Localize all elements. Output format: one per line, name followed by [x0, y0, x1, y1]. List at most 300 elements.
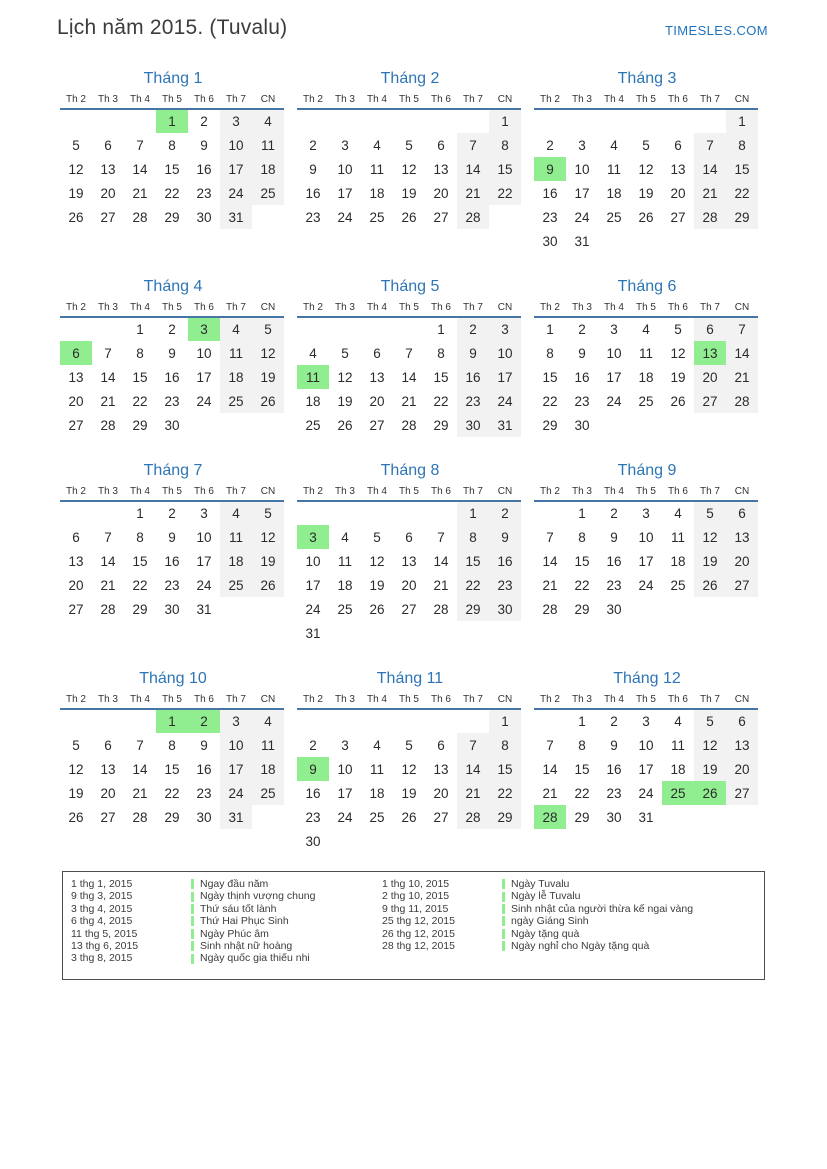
day-cell: 8 [168, 137, 176, 153]
day-cell: 22 [542, 393, 558, 409]
weekday-header: Th 6 [188, 486, 220, 501]
legend-date: 2 thg 10, 2015 [382, 890, 450, 903]
day-cell: 1 [457, 501, 489, 525]
day-cell: 17 [606, 369, 622, 385]
day-cell: 19 [401, 785, 417, 801]
day-cell: 28 [542, 601, 558, 617]
day-cell: 2 [489, 501, 521, 525]
day-cell: 24 [305, 601, 321, 617]
legend-label: Ngày lễ Tuvalu [511, 890, 581, 903]
empty-day-cell [566, 109, 598, 133]
day-cell: 10 [196, 345, 212, 361]
day-cell: 29 [164, 209, 180, 225]
legend-item [71, 903, 382, 915]
day-cell: 7 [457, 733, 489, 757]
day-cell: 21 [132, 185, 148, 201]
day-cell: 12 [68, 761, 84, 777]
day-cell: 16 [196, 761, 212, 777]
day-cell: 2 [610, 506, 618, 521]
month-table [297, 694, 521, 853]
day-cell: 31 [574, 233, 590, 249]
day-cell: 2 [610, 714, 618, 729]
day-cell: 3 [341, 737, 349, 753]
day-cell: 22 [574, 577, 590, 593]
day-cell: 26 [401, 209, 417, 225]
weekday-header: Th 6 [425, 694, 457, 709]
page-header [0, 0, 827, 40]
empty-day-cell [297, 109, 329, 133]
day-cell: 11 [337, 553, 352, 569]
month-table [534, 302, 758, 437]
day-cell: 25 [670, 577, 686, 593]
day-cell: 16 [164, 553, 180, 569]
day-cell: 28 [401, 417, 417, 433]
day-cell: 22 [132, 393, 148, 409]
day-cell: 24 [337, 209, 353, 225]
day-cell: 13 [726, 733, 758, 757]
empty-day-cell [60, 109, 92, 133]
empty-day-cell [662, 229, 694, 253]
day-cell: 21 [694, 181, 726, 205]
holiday-marker-icon [502, 892, 505, 902]
day-cell: 23 [457, 389, 489, 413]
day-cell: 23 [606, 577, 622, 593]
day-cell: 5 [341, 345, 349, 361]
empty-day-cell [598, 413, 630, 437]
month-12 [534, 670, 760, 853]
empty-day-cell [60, 501, 92, 525]
weekday-header: Th 4 [361, 694, 393, 709]
month-table [60, 694, 284, 829]
empty-day-cell [726, 805, 758, 829]
empty-day-cell [393, 621, 425, 645]
day-cell: 23 [305, 209, 321, 225]
weekday-header: CN [489, 94, 521, 109]
weekday-header: Th 3 [329, 302, 361, 317]
day-cell: 24 [638, 785, 654, 801]
weekday-header: Th 6 [425, 302, 457, 317]
day-cell: 21 [457, 781, 489, 805]
legend-date: 26 thg 12, 2015 [382, 927, 455, 940]
legend-item [382, 915, 756, 927]
legend-item [71, 952, 382, 964]
weekday-header: Th 7 [457, 302, 489, 317]
legend-item [382, 928, 756, 940]
empty-day-cell [329, 109, 361, 133]
day-cell: 25 [252, 181, 284, 205]
day-cell: 27 [726, 573, 758, 597]
day-cell: 27 [68, 417, 84, 433]
weekday-header: Th 3 [92, 486, 124, 501]
day-cell: 20 [726, 757, 758, 781]
weekday-header: Th 7 [694, 94, 726, 109]
empty-day-cell [361, 829, 393, 853]
day-cell: 23 [574, 393, 590, 409]
day-cell: 20 [401, 577, 417, 593]
empty-day-cell [630, 229, 662, 253]
day-cell: 14 [100, 369, 116, 385]
weekday-header: Th 2 [297, 486, 329, 501]
day-cell: 20 [670, 185, 686, 201]
day-cell: 15 [542, 369, 558, 385]
legend-label: Ngay đầu năm [200, 878, 269, 890]
holiday-day-cell: 13 [694, 341, 726, 365]
day-cell: 25 [220, 389, 252, 413]
day-cell: 18 [220, 365, 252, 389]
day-cell: 22 [726, 181, 758, 205]
empty-day-cell [662, 109, 694, 133]
day-cell: 23 [164, 577, 180, 593]
day-cell: 17 [220, 157, 252, 181]
day-cell: 24 [220, 181, 252, 205]
day-cell: 11 [252, 733, 284, 757]
weekday-header: Th 6 [188, 694, 220, 709]
empty-day-cell [393, 501, 425, 525]
day-cell: 5 [72, 737, 80, 753]
day-cell: 21 [100, 577, 116, 593]
day-cell: 5 [694, 709, 726, 733]
day-cell: 4 [674, 714, 682, 729]
day-cell: 28 [132, 209, 148, 225]
day-cell: 29 [489, 805, 521, 829]
day-cell: 10 [220, 733, 252, 757]
empty-day-cell [124, 109, 156, 133]
day-cell: 1 [726, 109, 758, 133]
day-cell: 7 [694, 133, 726, 157]
day-cell: 22 [489, 181, 521, 205]
day-cell: 1 [489, 109, 521, 133]
day-cell: 12 [401, 761, 417, 777]
day-cell: 23 [305, 809, 321, 825]
holiday-marker-icon [191, 916, 194, 926]
day-cell: 29 [574, 601, 590, 617]
day-cell: 20 [100, 785, 116, 801]
month-table [60, 94, 284, 229]
day-cell: 28 [132, 809, 148, 825]
weekday-header: CN [726, 486, 758, 501]
day-cell: 10 [337, 161, 353, 177]
day-cell: 5 [252, 317, 284, 341]
legend-date: 9 thg 11, 2015 [382, 902, 449, 915]
day-cell: 11 [220, 525, 252, 549]
day-cell: 22 [489, 781, 521, 805]
day-cell: 4 [341, 529, 349, 545]
day-cell: 6 [405, 529, 413, 545]
weekday-header: CN [726, 94, 758, 109]
day-cell: 25 [606, 209, 622, 225]
empty-day-cell [297, 501, 329, 525]
page-title: Lịch năm 2015. (Tuvalu) [57, 16, 288, 39]
day-cell: 3 [341, 137, 349, 153]
legend-item [382, 878, 756, 890]
day-cell: 14 [542, 761, 558, 777]
empty-day-cell [630, 597, 662, 621]
holiday-day-cell: 9 [297, 757, 329, 781]
month-2 [297, 70, 523, 253]
day-cell: 23 [606, 785, 622, 801]
day-cell: 11 [670, 529, 685, 545]
day-cell: 19 [252, 365, 284, 389]
empty-day-cell [92, 709, 124, 733]
holiday-day-cell: 25 [662, 781, 694, 805]
day-cell: 2 [457, 317, 489, 341]
month-title: Tháng 3 [617, 70, 677, 87]
day-cell: 3 [610, 322, 618, 337]
day-cell: 16 [305, 785, 321, 801]
day-cell: 30 [542, 233, 558, 249]
day-cell: 20 [369, 393, 385, 409]
weekday-header: Th 7 [457, 486, 489, 501]
day-cell: 26 [369, 601, 385, 617]
day-cell: 10 [220, 133, 252, 157]
weekday-header: Th 3 [566, 694, 598, 709]
empty-day-cell [425, 829, 457, 853]
day-cell: 26 [401, 809, 417, 825]
day-cell: 20 [433, 785, 449, 801]
site-link[interactable]: TIMESLES.COM [664, 23, 768, 38]
empty-day-cell [726, 597, 758, 621]
day-cell: 15 [433, 369, 449, 385]
weekday-header: Th 5 [393, 486, 425, 501]
day-cell: 1 [546, 322, 554, 337]
day-cell: 14 [542, 553, 558, 569]
weekday-header: Th 4 [124, 302, 156, 317]
day-cell: 8 [489, 733, 521, 757]
day-cell: 18 [369, 185, 385, 201]
day-cell: 13 [369, 369, 385, 385]
empty-day-cell [598, 109, 630, 133]
day-cell: 3 [220, 709, 252, 733]
month-table [60, 486, 284, 621]
weekday-header: Th 2 [297, 94, 329, 109]
month-table [534, 94, 758, 253]
day-cell: 4 [252, 709, 284, 733]
day-cell: 15 [574, 553, 590, 569]
day-cell: 28 [100, 417, 116, 433]
day-cell: 31 [196, 601, 212, 617]
empty-day-cell [297, 709, 329, 733]
day-cell: 29 [457, 597, 489, 621]
legend-label: Sinh nhật của người thừa kế ngai vàng [511, 902, 694, 915]
weekday-header: Th 5 [630, 486, 662, 501]
day-cell: 15 [489, 757, 521, 781]
day-cell: 5 [252, 501, 284, 525]
month-table [534, 694, 758, 829]
weekday-header: Th 5 [156, 694, 188, 709]
empty-day-cell [598, 229, 630, 253]
empty-day-cell [425, 501, 457, 525]
day-cell: 30 [574, 417, 590, 433]
day-cell: 21 [100, 393, 116, 409]
holiday-day-cell: 11 [297, 365, 329, 389]
empty-day-cell [329, 709, 361, 733]
day-cell: 16 [305, 185, 321, 201]
day-cell: 4 [220, 317, 252, 341]
legend-date: 1 thg 10, 2015 [382, 878, 450, 890]
empty-day-cell [329, 621, 361, 645]
day-cell: 8 [136, 345, 144, 361]
day-cell: 9 [200, 737, 208, 753]
day-cell: 1 [578, 714, 586, 729]
day-cell: 25 [337, 601, 353, 617]
day-cell: 26 [337, 417, 353, 433]
weekday-header: Th 2 [60, 486, 92, 501]
weekday-header: Th 4 [598, 94, 630, 109]
legend-item [382, 940, 756, 952]
weekday-header: Th 3 [329, 486, 361, 501]
month-table [534, 486, 758, 621]
legend-date: 1 thg 1, 2015 [71, 878, 133, 890]
empty-day-cell [92, 317, 124, 341]
weekday-header: Th 3 [329, 94, 361, 109]
legend-label: Ngày thịnh vượng chung [200, 890, 316, 903]
weekday-header: Th 6 [188, 94, 220, 109]
legend-label: Ngày nghỉ cho Ngày tặng quà [511, 940, 650, 953]
weekday-header: Th 4 [124, 694, 156, 709]
day-cell: 27 [401, 601, 417, 617]
day-cell: 14 [401, 369, 417, 385]
day-cell: 6 [373, 345, 381, 361]
empty-day-cell [630, 109, 662, 133]
day-cell: 7 [726, 317, 758, 341]
month-8 [297, 462, 523, 645]
day-cell: 27 [100, 809, 116, 825]
day-cell: 26 [638, 209, 654, 225]
day-cell: 24 [489, 389, 521, 413]
day-cell: 29 [542, 417, 558, 433]
day-cell: 17 [489, 365, 521, 389]
day-cell: 25 [220, 573, 252, 597]
day-cell: 31 [305, 625, 321, 641]
day-cell: 9 [610, 737, 618, 753]
day-cell: 24 [196, 577, 212, 593]
day-cell: 6 [72, 529, 80, 545]
day-cell: 18 [638, 369, 654, 385]
day-cell: 27 [694, 389, 726, 413]
day-cell: 18 [220, 549, 252, 573]
day-cell: 24 [220, 781, 252, 805]
month-table [297, 302, 521, 437]
day-cell: 22 [164, 185, 180, 201]
empty-day-cell [694, 229, 726, 253]
day-cell: 19 [68, 785, 84, 801]
day-cell: 1 [578, 506, 586, 521]
day-cell: 1 [489, 709, 521, 733]
day-cell: 21 [542, 785, 558, 801]
weekday-header: Th 4 [361, 302, 393, 317]
day-cell: 23 [164, 393, 180, 409]
day-cell: 17 [196, 553, 212, 569]
day-cell: 9 [457, 341, 489, 365]
day-cell: 19 [638, 185, 654, 201]
weekday-header: Th 3 [92, 302, 124, 317]
month-7 [60, 462, 286, 645]
day-cell: 7 [437, 529, 445, 545]
day-cell: 5 [373, 529, 381, 545]
day-cell: 3 [578, 137, 586, 153]
empty-day-cell [662, 413, 694, 437]
day-cell: 14 [100, 553, 116, 569]
day-cell: 8 [168, 737, 176, 753]
day-cell: 5 [72, 137, 80, 153]
legend-item [71, 878, 382, 890]
day-cell: 6 [694, 317, 726, 341]
day-cell: 11 [252, 133, 284, 157]
day-cell: 2 [578, 322, 586, 337]
holiday-day-cell: 1 [156, 109, 188, 133]
holiday-marker-icon [502, 941, 505, 951]
day-cell: 13 [68, 369, 84, 385]
day-cell: 19 [670, 369, 686, 385]
day-cell: 18 [369, 785, 385, 801]
empty-day-cell [457, 109, 489, 133]
empty-day-cell [457, 829, 489, 853]
day-cell: 8 [546, 345, 554, 361]
day-cell: 30 [164, 417, 180, 433]
day-cell: 25 [305, 417, 321, 433]
day-cell: 13 [726, 525, 758, 549]
day-cell: 17 [638, 553, 654, 569]
day-cell: 18 [606, 185, 622, 201]
day-cell: 30 [196, 209, 212, 225]
empty-day-cell [457, 621, 489, 645]
empty-day-cell [329, 829, 361, 853]
day-cell: 20 [694, 365, 726, 389]
day-cell: 12 [252, 341, 284, 365]
day-cell: 14 [132, 161, 148, 177]
weekday-header: Th 5 [156, 486, 188, 501]
empty-day-cell [252, 597, 284, 621]
empty-day-cell [361, 109, 393, 133]
day-cell: 3 [200, 506, 208, 521]
day-cell: 9 [578, 345, 586, 361]
weekday-header: CN [489, 486, 521, 501]
day-cell: 19 [337, 393, 353, 409]
day-cell: 3 [489, 317, 521, 341]
legend-label: Ngày Tuvalu [511, 878, 570, 890]
month-title: Tháng 4 [143, 278, 203, 295]
holiday-day-cell: 3 [297, 525, 329, 549]
weekday-header: Th 3 [92, 94, 124, 109]
holiday-marker-icon [191, 929, 194, 939]
day-cell: 12 [670, 345, 686, 361]
weekday-header: Th 5 [393, 94, 425, 109]
day-cell: 30 [489, 597, 521, 621]
day-cell: 18 [337, 577, 353, 593]
legend-column-1 [71, 878, 382, 965]
day-cell: 25 [638, 393, 654, 409]
day-cell: 17 [337, 785, 353, 801]
day-cell: 22 [457, 573, 489, 597]
day-cell: 9 [610, 529, 618, 545]
weekday-header: Th 3 [566, 486, 598, 501]
day-cell: 17 [305, 577, 321, 593]
empty-day-cell [457, 709, 489, 733]
day-cell: 23 [542, 209, 558, 225]
legend-date: 28 thg 12, 2015 [382, 940, 455, 953]
day-cell: 12 [369, 553, 385, 569]
weekday-header: Th 3 [92, 694, 124, 709]
month-title: Tháng 5 [380, 278, 440, 295]
day-cell: 24 [337, 809, 353, 825]
empty-day-cell [694, 413, 726, 437]
day-cell: 8 [136, 529, 144, 545]
day-cell: 7 [136, 737, 144, 753]
day-cell: 14 [433, 553, 449, 569]
day-cell: 9 [309, 161, 317, 177]
day-cell: 13 [100, 161, 116, 177]
day-cell: 27 [100, 209, 116, 225]
